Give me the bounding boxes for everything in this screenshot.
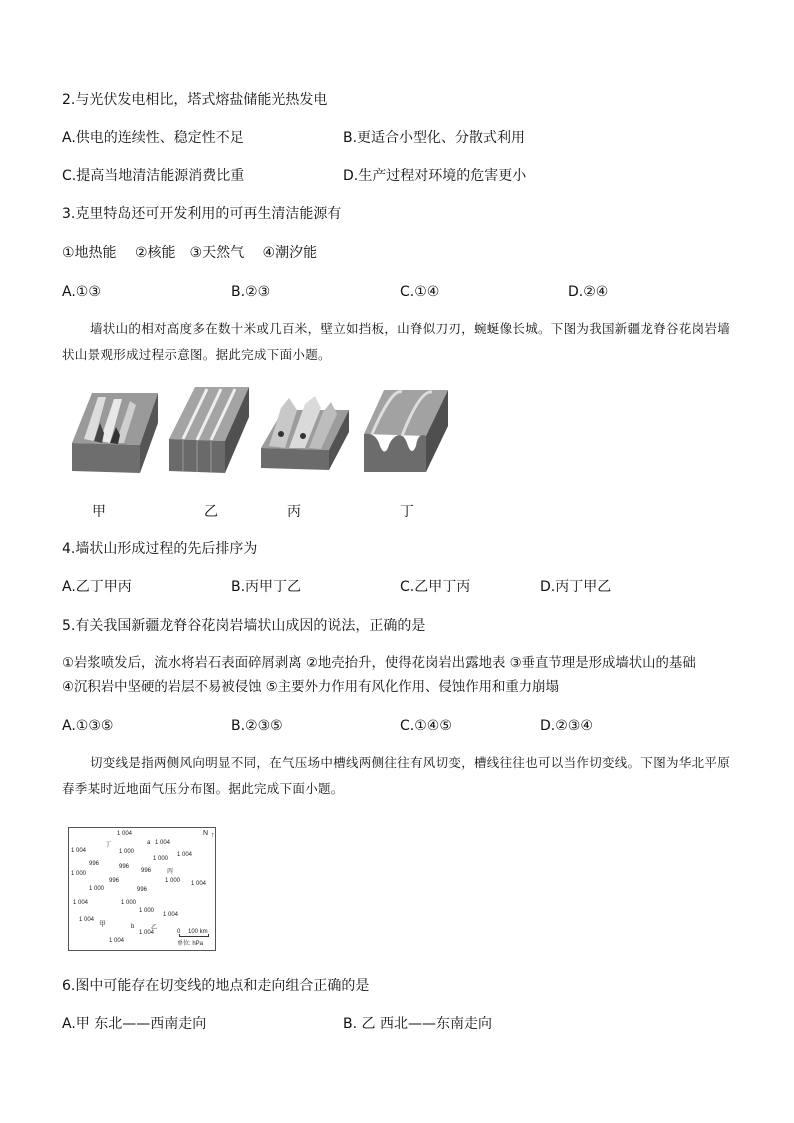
place-yi: 乙 — [151, 925, 158, 931]
north-arrow-icon: ↑ — [211, 832, 215, 839]
isobar-label: 996 — [141, 868, 152, 874]
figure-label-ding: 丁 — [400, 504, 414, 520]
place-a: a — [147, 840, 151, 846]
figure-label-jia: 甲 — [92, 504, 106, 520]
isobar-label: 1 004 — [79, 917, 95, 923]
q3-option-a: A.①③ — [62, 284, 101, 300]
isobar-label: 1 004 — [163, 912, 179, 918]
isobar-label: 1 004 — [117, 831, 133, 837]
q4-option-a: A.乙丁甲丙 — [62, 579, 132, 595]
isobar-label: 996 — [89, 861, 100, 867]
q6-option-a: A.甲 东北——西南走向 — [62, 1016, 207, 1032]
passage-shear-line: 切变线是指两侧风向明显不同，在气压场中槽线两侧往往有风切变，槽线往往也可以当作切变线。下图为华北平原春季某时近地面气压分布图。据此完成下面小题。 — [62, 755, 731, 796]
q3-option-b: B.②③ — [231, 284, 271, 300]
q3-stem: 3.克里特岛还可开发利用的可再生清洁能源有 — [62, 206, 342, 222]
block-diagram-jia — [70, 383, 160, 475]
q5-statements-line-2: ④沉积岩中坚硬的岩层不易被侵蚀 ⑤主要外力作用有风化作用、侵蚀作用和重力崩塌 — [62, 680, 559, 695]
place-ding: 丁 — [105, 842, 112, 848]
q3-option-d: D.②④ — [568, 284, 609, 300]
place-b: b — [131, 924, 135, 930]
isobar-label: 1 000 — [139, 908, 155, 914]
q2-stem: 2.与光伏发电相比，塔式熔盐储能光热发电 — [62, 92, 328, 108]
q4-option-c: C.乙甲丁丙 — [400, 579, 471, 595]
isobar-label: 1 004 — [177, 852, 193, 858]
isobar-label: 1 004 — [155, 840, 171, 846]
q5-option-a: A.①③⑤ — [62, 718, 114, 734]
q5-option-b: B.②③⑤ — [231, 718, 283, 734]
q2-option-b: B.更适合小型化、分散式利用 — [343, 130, 526, 146]
q5-statements-line-1: ①岩浆喷发后，流水将岩石表面碎屑剥离 ②地壳抬升，使得花岗岩出露地表 ③垂直节理是形成墙状山的基础 — [62, 656, 696, 671]
q4-option-b: B.丙甲丁乙 — [231, 579, 302, 595]
isobar-label: 1 000 — [71, 871, 87, 877]
isobar-label: 1 004 — [139, 930, 155, 936]
place-jia: 甲 — [99, 921, 106, 928]
isobar-label: 996 — [137, 887, 148, 893]
figure-label-bing: 丙 — [287, 504, 301, 520]
q5-option-d: D.②③④ — [540, 718, 593, 734]
q4-stem: 4.墙状山形成过程的先后排序为 — [62, 541, 258, 557]
isobar-label: 996 — [119, 864, 130, 870]
pressure-map — [68, 827, 216, 951]
q5-option-c: C.①④⑤ — [400, 718, 452, 734]
q3-option-c: C.①④ — [400, 284, 440, 300]
north-arrow-label: N — [203, 830, 209, 837]
place-bing: 丙 — [167, 869, 174, 875]
isobar-label: 1 004 — [73, 900, 89, 906]
scale-bar: 0 100 km — [177, 929, 208, 935]
q4-option-d: D.丙丁甲乙 — [540, 579, 612, 595]
q2-option-a: A.供电的连续性、稳定性不足 — [62, 130, 244, 146]
isobar-label: 996 — [109, 878, 120, 884]
passage-wall-mountain: 墙状山的相对高度多在数十米或几百米，壁立如挡板，山脊似刀刃，蜿蜒像长城。下图为我国新疆龙脊谷花岗岩墙状山景观形成过程示意图。据此完成下面小题。 — [62, 321, 731, 362]
isobar-label: 1 000 — [153, 856, 169, 862]
isobar-label: 1 004 — [71, 848, 87, 854]
q3-items: ①地热能 ②核能 ③天然气 ④潮汐能 — [62, 245, 318, 261]
isobar-label: 1 004 — [191, 881, 207, 887]
figure-label-yi: 乙 — [204, 504, 218, 520]
map-unit: 单位: hPa — [177, 941, 204, 947]
isobar-label: 1 000 — [89, 886, 105, 892]
q2-option-c: C.提高当地清洁能源消费比重 — [62, 168, 245, 184]
isobar-label: 1 000 — [165, 878, 181, 884]
q5-stem: 5.有关我国新疆龙脊谷花岗岩墙状山成因的说法，正确的是 — [62, 618, 426, 634]
q2-option-d: D.生产过程对环境的危害更小 — [343, 168, 527, 184]
q6-stem: 6.图中可能存在切变线的地点和走向组合正确的是 — [62, 978, 370, 994]
scale-bar-line — [179, 934, 209, 937]
q6-option-b: B. 乙 西北——东南走向 — [343, 1016, 492, 1032]
block-diagram-yi — [167, 383, 252, 475]
block-diagram-ding — [362, 386, 450, 474]
block-diagram-bing — [259, 390, 351, 472]
isobar-label: 1 004 — [109, 938, 125, 944]
isobar-label: 1 000 — [119, 849, 135, 855]
isobar-label: 1 000 — [121, 900, 137, 906]
